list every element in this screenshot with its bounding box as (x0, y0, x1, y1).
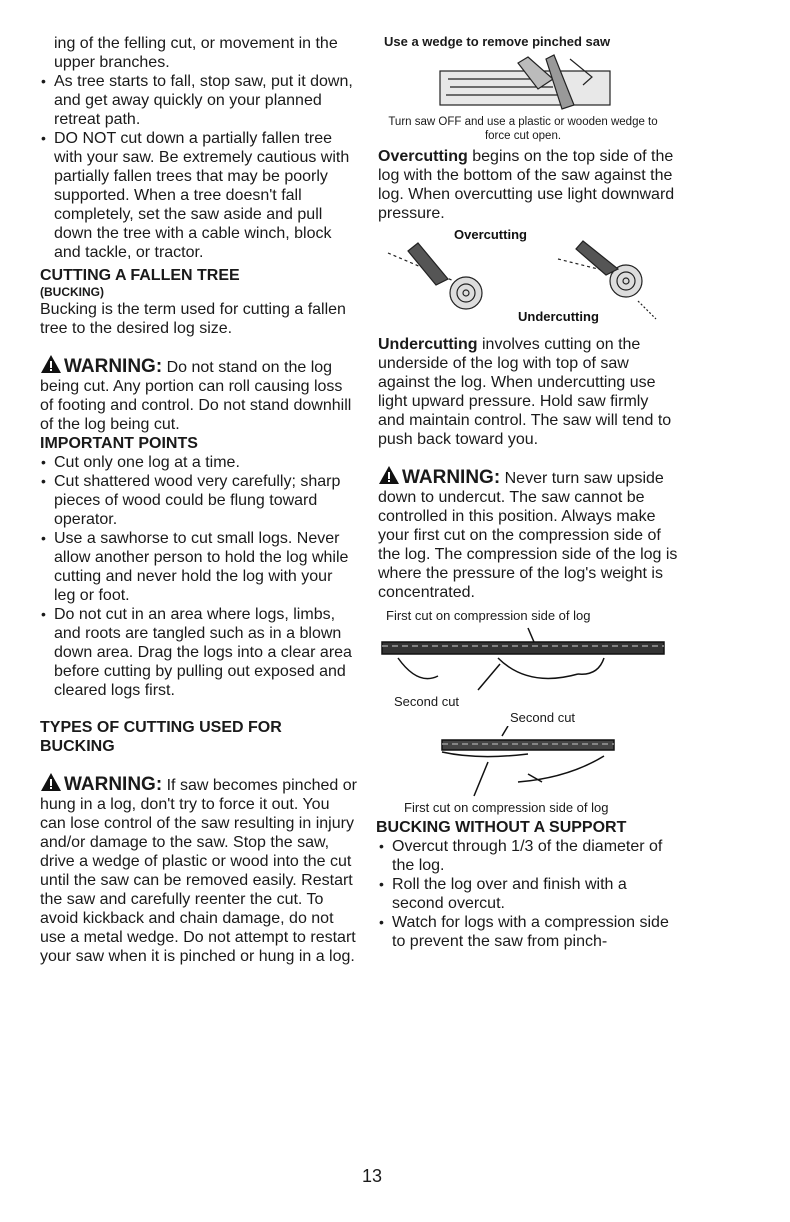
wedge-illustration (378, 49, 678, 115)
undercutting-paragraph (378, 335, 678, 449)
warning-label: WARNING: (402, 467, 501, 488)
nosupport-heading: BUCKING WITHOUT A SUPPORT (376, 819, 627, 836)
over-under-cutting-illustration (378, 223, 678, 327)
important-heading: IMPORTANT POINTS (40, 435, 198, 452)
undercutting-term: Undercutting (378, 336, 478, 353)
undercutting-figure-label: Undercutting (518, 309, 599, 324)
types-heading: TYPES OF CUTTING USED FOR BUCKING (40, 719, 282, 755)
right-column (378, 34, 678, 951)
warning-block-1 (40, 354, 358, 434)
nosupport-bullet-list (378, 837, 678, 951)
section-heading: CUTTING A FALLEN TREE (40, 267, 240, 284)
warning-triangle-icon (378, 465, 400, 485)
undercutting-text: involves cutting on the underside of the log with top of saw against the log. When undercutting use light upward pressure. Hold saw firmly and maintain control. The saw will tend to push back toward you. (378, 336, 672, 448)
warning-block-2 (40, 772, 358, 966)
compression-fig2-bottom-label: First cut on compression side of log (404, 800, 609, 815)
intro-text: ing of the felling cut, or movement in the upper branches. (54, 35, 338, 71)
warning-triangle-icon (40, 354, 62, 374)
list-item: • Do not cut in an area where logs, limbs, and roots are tangled such as in a blown down area. Drag the logs into a clear area before cutting by pulling out exposed and cleared logs first. (40, 605, 358, 700)
compression-fig2-top-label: Second cut (510, 710, 576, 725)
warning-triangle-icon (40, 772, 62, 792)
wedge-figure-title: Use a wedge to remove pinched saw (384, 34, 611, 49)
warning-block-3 (378, 465, 678, 602)
section-text: Bucking is the term used for cutting a fallen tree to the desired log size. (40, 301, 346, 337)
list-item: • As tree starts to fall, stop saw, put it down, and get away quickly on your planned retreat path. (40, 72, 358, 129)
warning-text: Do not stand on the log being cut. Any portion can roll causing loss of footing and control. Do not stand downhill of the log being cut. (40, 359, 352, 433)
warning-label: WARNING: (64, 356, 163, 377)
overcutting-text: begins on the top side of the log with the bottom of the saw against the log. When overcutting use light downward pressure. (378, 148, 675, 222)
left-column (40, 34, 358, 966)
warning-text: If saw becomes pinched or hung in a log, don't try to force it out. You can lose control of the saw resulting in injury and/or damage to the saw. Stop the saw, drive a wedge of plastic or wood into the cut until the saw can be removed easily. Restart the saw and carefully reenter the cut. To avoid kickback and chain damage, do not use a metal wedge. Do not attempt to restart your saw when it is pinched or hung in a log. (40, 777, 357, 965)
warning-label: WARNING: (64, 774, 163, 795)
list-item: • Overcut through 1/3 of the diameter of the log. (378, 837, 678, 875)
page-number: 13 (362, 1166, 383, 1186)
section-subheading: (BUCKING) (40, 285, 104, 299)
list-item: • Roll the log over and finish with a second overcut. (378, 875, 678, 913)
compression-fig1-bottom-label: Second cut (394, 694, 460, 709)
compression-cut-illustration-1 (378, 624, 678, 694)
warning-text: Never turn saw upside down to undercut. The saw cannot be controlled in this position. Always make your first cut on the compression side of the log. The compression side of the log is where the pressure of the log's weight is concentrated. (378, 470, 678, 601)
list-item: • Cut shattered wood very carefully; sharp pieces of wood could be flung toward operator. (40, 472, 358, 529)
list-item: • DO NOT cut down a partially fallen tree with your saw. Be extremely cautious with partially fallen trees that may be poorly supported. When a tree doesn't fall completely, set the saw aside and pull down the tree with a cable winch, block and tackle, or tractor. (40, 129, 358, 262)
compression-fig1-top-label: First cut on compression side of log (386, 608, 591, 623)
list-item: • Use a sawhorse to cut small logs. Never allow another person to hold the log while cutting and never hold the log with your leg or foot. (40, 529, 358, 605)
wedge-figure-caption: Turn saw OFF and use a plastic or wooden wedge to force cut open. (388, 116, 658, 142)
overcutting-paragraph (378, 147, 678, 223)
list-item: • Cut only one log at a time. (40, 453, 358, 472)
compression-cut-illustration-2 (378, 726, 678, 800)
list-item: • Watch for logs with a compression side to prevent the saw from pinch- (378, 913, 678, 951)
important-bullet-list (40, 453, 358, 700)
intro-bullet-list (40, 72, 358, 262)
overcutting-figure-label: Overcutting (454, 227, 527, 242)
overcutting-term: Overcutting (378, 148, 468, 165)
